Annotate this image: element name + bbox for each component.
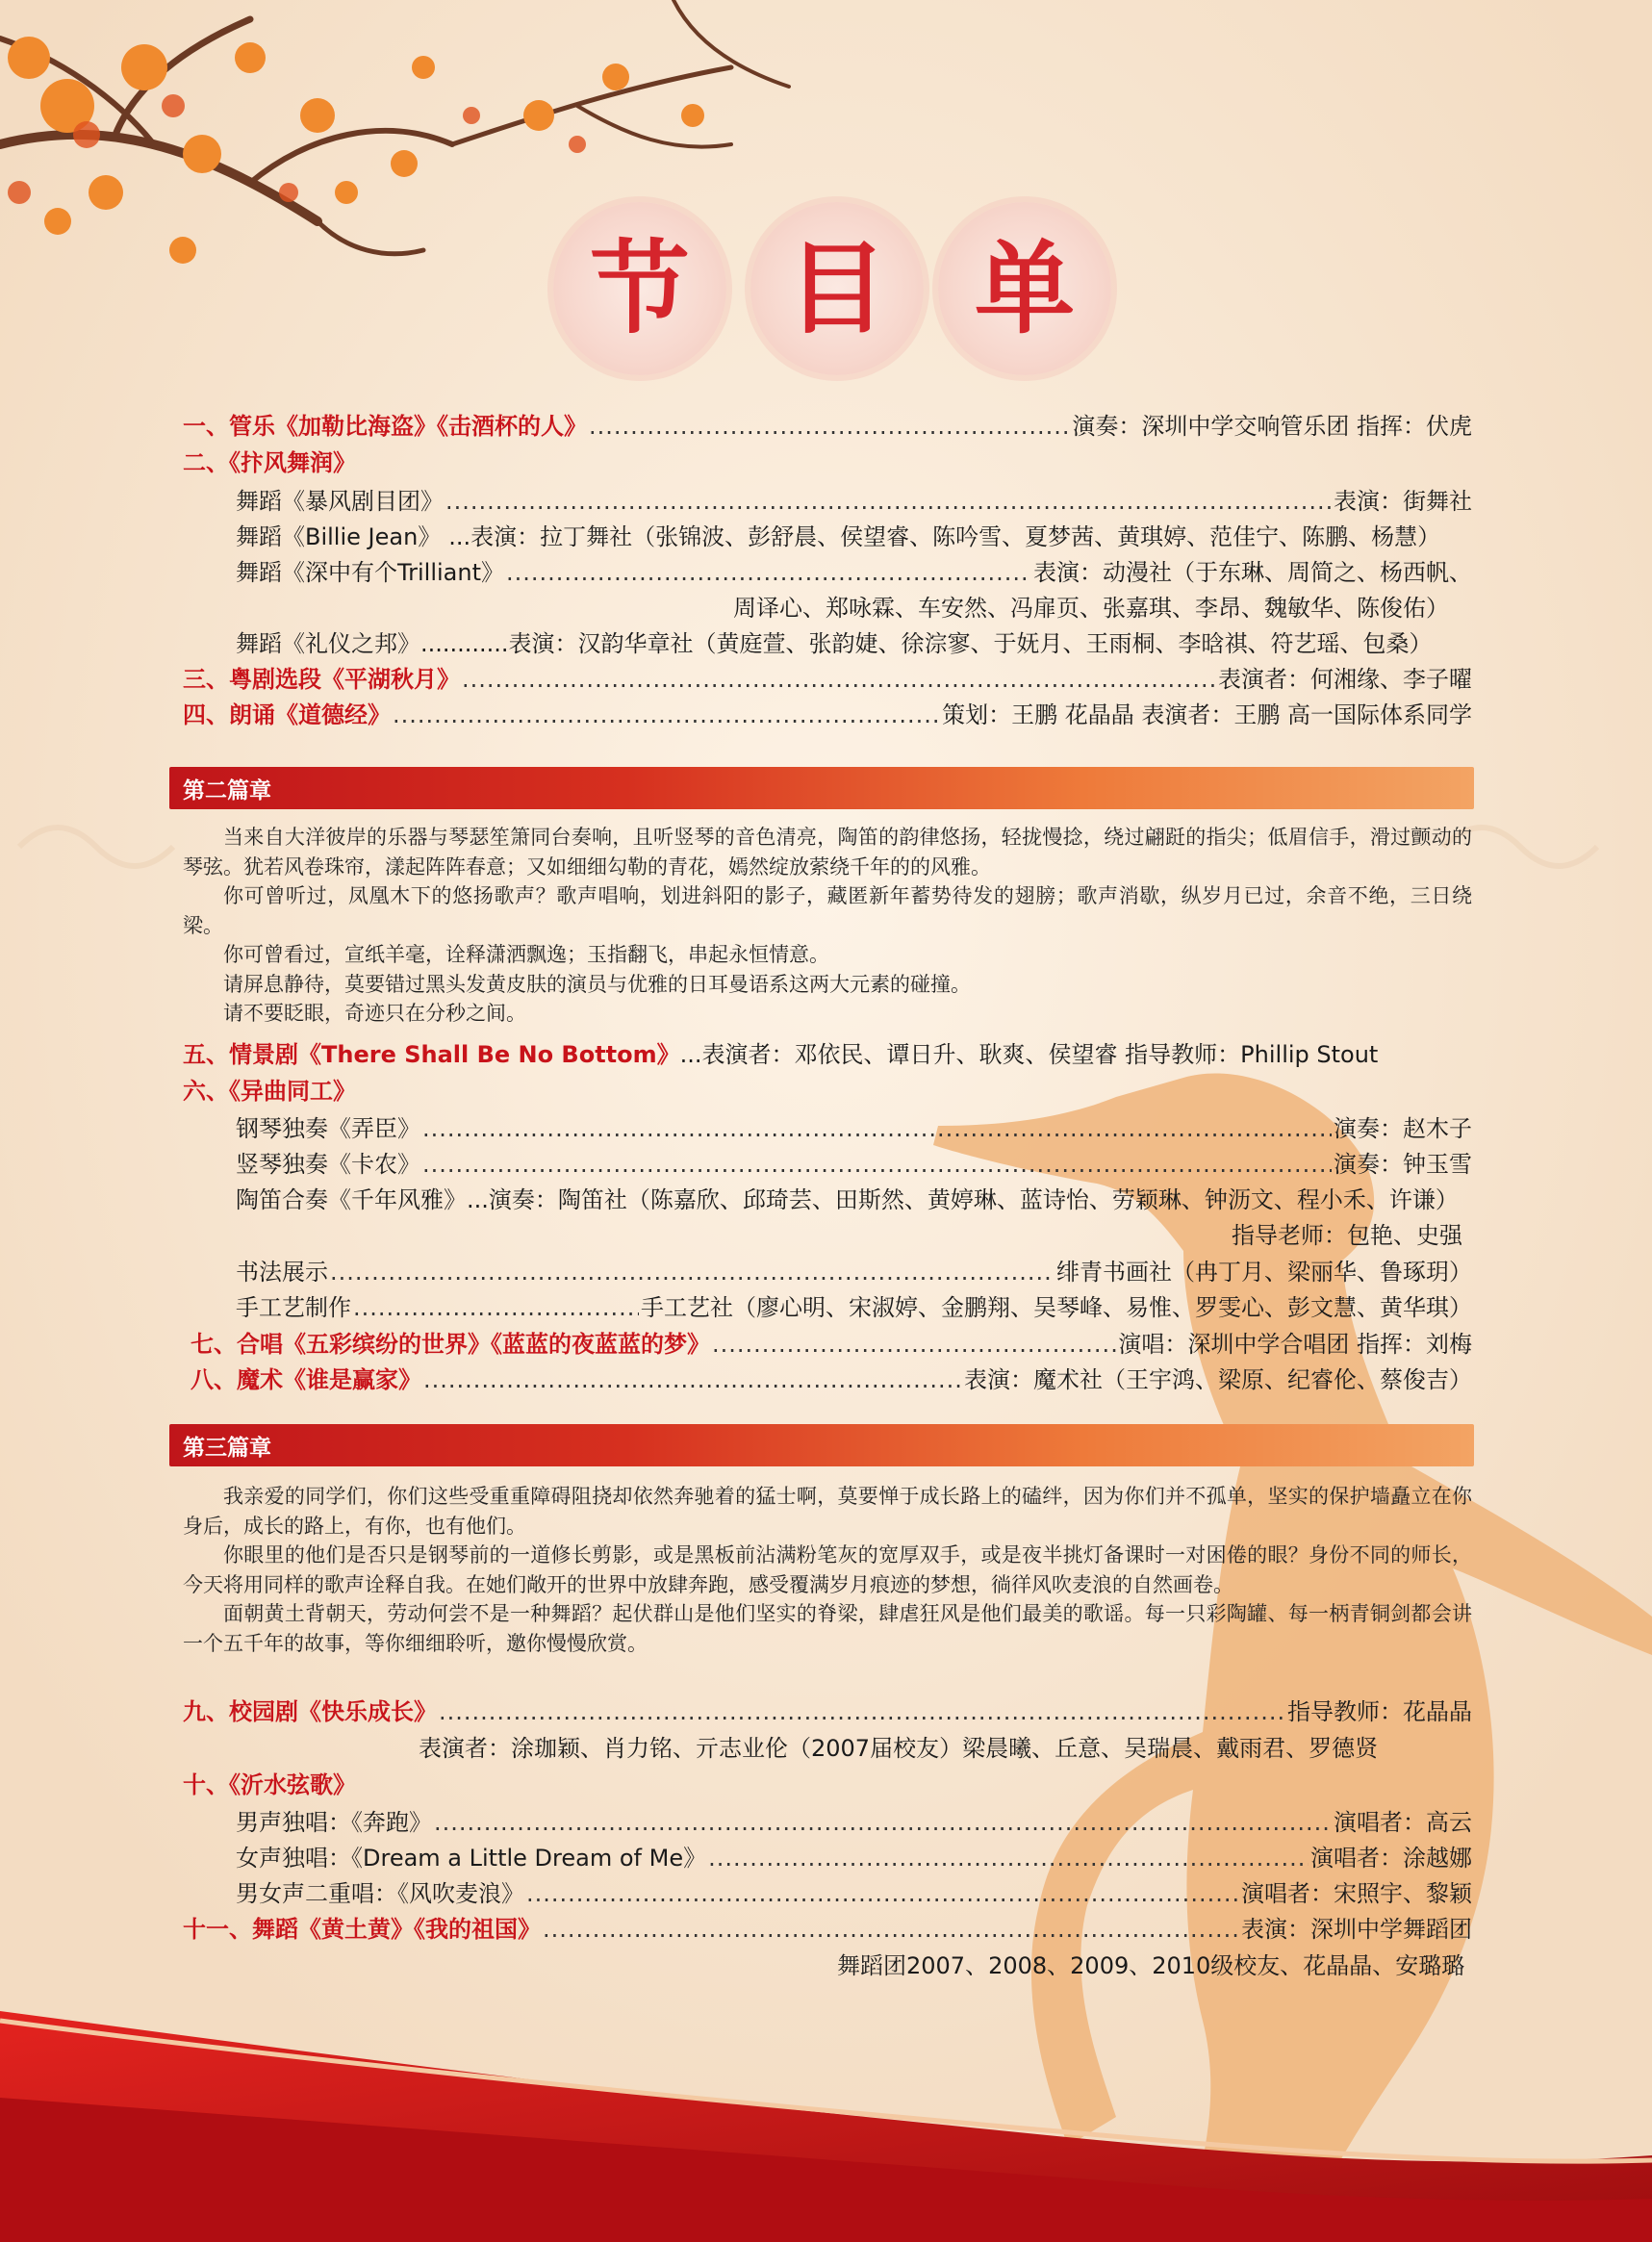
program-item [236, 1843, 1472, 1873]
item-title: 舞蹈《礼仪之邦》 [236, 630, 420, 657]
program-item [183, 1076, 356, 1107]
item-title: 九、校园剧《快乐成长》 [183, 1698, 437, 1725]
item-performers: 绯青书画社（冉丁月、梁丽华、鲁琢玥） [1056, 1259, 1472, 1286]
leader-dots [708, 1843, 1309, 1873]
intro-paragraph: 你可曾听过，凤凰木下的悠扬歌声？歌声唱响，划进斜阳的影子，藏匿新年蓄势待发的翅膀；歌声消歇，纵岁月已过，余音不绝，三日绕梁。 [183, 884, 1472, 937]
item-performers: 演唱：深圳中学合唱团 指挥：刘梅 [1118, 1331, 1472, 1358]
item-title: 五、情景剧《There Shall Be No Bottom》 [183, 1041, 680, 1068]
program-item [183, 411, 1472, 442]
item-performers: 演奏：深圳中学交响管乐团 指挥：伏虎 [1072, 413, 1472, 440]
item-performers: 指导老师：包艳、史强 [1232, 1222, 1462, 1249]
item-title: 六、《异曲同工》 [183, 1078, 356, 1105]
leader-dots [434, 1807, 1332, 1838]
item-performers: 演奏：赵木子 [1334, 1115, 1472, 1142]
section-intro [183, 1482, 1472, 1658]
item-title: 三、粤剧选段《平湖秋月》 [183, 666, 460, 693]
item-performers: 演唱者：涂越娜 [1310, 1845, 1472, 1872]
program-item [236, 1257, 1472, 1287]
item-title: 十、《沂水弦歌》 [183, 1771, 356, 1798]
program-item-continued [419, 1733, 1378, 1764]
item-title: 女声独唱：《Dream a Little Dream of Me》 [236, 1845, 707, 1872]
intro-paragraph: 你可曾看过，宣纸羊毫，诠释潇洒飘逸；玉指翻飞，串起永恒情意。 [223, 943, 829, 966]
program-item [236, 1292, 1472, 1323]
intro-paragraph: 面朝黄土背朝天，劳动何尝不是一种舞蹈？起伏群山是他们坚实的脊梁，肆虐狂风是他们最美的歌谣。每一只彩陶罐、每一柄青铜剑都会讲一个五千年的故事，等你细细聆听，邀你慢慢欣赏。 [183, 1602, 1472, 1655]
item-title: 书法展示 [236, 1259, 328, 1286]
item-performers: 表演者：涂珈颖、肖力铭、亓志业伦（2007届校友）梁晨曦、丘意、吴瑞晨、戴雨君、罗德贤 [419, 1735, 1379, 1762]
leader-dots [506, 557, 1031, 588]
section-banner [169, 1424, 1474, 1466]
item-title: 钢琴独奏《弄臣》 [236, 1115, 420, 1142]
leader-dots [423, 1364, 962, 1395]
item-title: 八、魔术《谁是赢家》 [191, 1366, 421, 1393]
item-performers: ...表演：拉丁舞社（张锦波、彭舒晨、侯望睿、陈吟雪、夏梦茜、黄琪婷、范佳宁、陈鹏、杨慧） [448, 523, 1441, 550]
program-item [183, 1696, 1472, 1727]
title-char: 节 [589, 229, 690, 347]
item-title: 七、合唱《五彩缤纷的世界》《蓝蓝的夜蓝蓝的梦》 [191, 1331, 710, 1358]
item-performers: 周译心、郑咏霖、车安然、冯扉页、张嘉琪、李昂、魏敏华、陈俊佑） [733, 595, 1449, 622]
program-item [191, 1364, 1472, 1395]
leader-dots [330, 1257, 1055, 1287]
item-performers: 舞蹈团2007、2008、2009、2010级校友、花晶晶、安璐璐 [837, 1952, 1465, 1979]
program-item-continued [1232, 1220, 1462, 1251]
program-item [236, 1807, 1472, 1838]
intro-paragraph: 当来自大洋彼岸的乐器与琴瑟笙箫同台奏响，且听竖琴的音色清亮，陶笛的韵律悠扬，轻拢慢捻，绕过翩跹的指尖；低眉信手，滑过颤动的琴弦。犹若风卷珠帘，漾起阵阵春意；又如细细勾勒的青花，嫣然绽放萦绕千年的的风雅。 [183, 826, 1472, 879]
item-performers: 表演：街舞社 [1334, 488, 1472, 515]
section-title: 第三篇章 [183, 1436, 271, 1461]
program-item [183, 1039, 1378, 1070]
program-item [183, 1770, 356, 1800]
title-char: 单 [974, 229, 1075, 347]
item-title: 四、朗诵《道德经》 [183, 701, 391, 728]
leader-dots [393, 700, 940, 730]
program-item [183, 447, 356, 478]
leader-dots [462, 664, 1216, 695]
program-item [236, 522, 1440, 552]
intro-paragraph: 你眼里的他们是否只是钢琴前的一道修长剪影，或是黑板前沾满粉笔灰的宽厚双手，或是夜半挑灯备课时一对困倦的眼？身份不同的师长，今天将用同样的歌声诠释自我。在她们敞开的世界中放肆奔跑，感受覆满岁月痕迹的梦想，徜徉风吹麦浪的自然画卷。 [183, 1543, 1472, 1596]
item-title: 陶笛合奏《千年风雅》 [236, 1186, 467, 1213]
leader-dots [712, 1329, 1116, 1360]
section-title: 第二篇章 [183, 778, 271, 803]
program-item [236, 1878, 1472, 1909]
program-item [183, 1914, 1472, 1945]
program-item-continued [837, 1950, 1464, 1981]
item-title: 舞蹈《Billie Jean》 [236, 523, 442, 550]
item-performers: ...演奏：陶笛社（陈嘉欣、邱琦芸、田斯然、黄婷琳、蓝诗怡、劳颖琳、钟沥文、程小禾、许谦） [467, 1186, 1459, 1213]
item-title: 手工艺制作 [236, 1294, 351, 1321]
program-item [236, 1149, 1472, 1180]
item-title: 竖琴独奏《卡农》 [236, 1151, 420, 1178]
section-banner [169, 767, 1474, 809]
leader-dots [526, 1878, 1239, 1909]
section-intro [183, 823, 1472, 1029]
program-item [236, 486, 1472, 517]
leader-dots [353, 1292, 639, 1323]
item-title: 舞蹈《暴风剧目团》 [236, 488, 444, 515]
item-performers: 演唱者：宋照宇、黎颖 [1241, 1880, 1472, 1907]
item-performers: 指导教师：花晶晶 [1287, 1698, 1472, 1725]
item-title: 舞蹈《深中有个Trilliant》 [236, 559, 504, 586]
program-item [183, 700, 1472, 730]
item-performers: 表演：动漫社（于东琳、周简之、杨西帆、 [1033, 559, 1472, 586]
item-performers: ............表演：汉韵华章社（黄庭萱、张韵婕、徐淙寥、于妩月、王雨桐、李晗祺、符艺瑶、包桑） [420, 630, 1433, 657]
program-item [236, 1185, 1459, 1215]
item-performers: 表演：魔术社（王宇鸿、梁原、纪睿伦、蔡俊吉） [964, 1366, 1472, 1393]
item-performers: 表演者：何湘缘、李子曜 [1218, 666, 1472, 693]
program-item [183, 664, 1472, 695]
item-performers: 手工艺社（廖心明、宋淑婷、金鹏翔、吴琴峰、易惟、罗雯心、彭文慧、黄华琪） [641, 1294, 1472, 1321]
intro-paragraph: 我亲爱的同学们，你们这些受重重障碍阻挠却依然奔驰着的猛士啊，莫要惮于成长路上的磕绊，因为你们并不孤单，坚实的保护墙矗立在你身后，成长的路上，有你，也有他们。 [183, 1485, 1472, 1538]
intro-paragraph: 请屏息静待，莫要错过黑头发黄皮肤的演员与优雅的日耳曼语系这两大元素的碰撞。 [223, 972, 971, 996]
program-item-continued [733, 593, 1449, 624]
item-title: 男女声二重唱：《风吹麦浪》 [236, 1880, 524, 1907]
item-title: 男声独唱：《奔跑》 [236, 1809, 432, 1836]
program-item [191, 1329, 1472, 1360]
item-performers: 策划：王鹏 花晶晶 表演者：王鹏 高一国际体系同学 [942, 701, 1472, 728]
item-performers: ...表演者：邓依民、谭日升、耿爽、侯望睿 指导教师：Phillip Stout [679, 1041, 1379, 1068]
item-title: 十一、舞蹈《黄土黄》《我的祖国》 [183, 1916, 541, 1943]
leader-dots [543, 1914, 1239, 1945]
program-item [236, 557, 1472, 588]
title-char: 目 [786, 229, 887, 347]
item-title: 二、《抃风舞润》 [183, 449, 356, 476]
leader-dots [422, 1149, 1332, 1180]
leader-dots [445, 486, 1332, 517]
item-performers: 表演：深圳中学舞蹈团 [1241, 1916, 1472, 1943]
item-title: 一、管乐《加勒比海盗》《击酒杯的人》 [183, 413, 587, 440]
item-performers: 演唱者：高云 [1334, 1809, 1472, 1836]
item-performers: 演奏：钟玉雪 [1334, 1151, 1472, 1178]
leader-dots [589, 411, 1070, 442]
leader-dots [422, 1113, 1332, 1144]
program-item [236, 1113, 1472, 1144]
leader-dots [439, 1696, 1285, 1727]
intro-paragraph: 请不要眨眼，奇迹只在分秒之间。 [223, 1002, 526, 1025]
program-item [236, 628, 1433, 659]
